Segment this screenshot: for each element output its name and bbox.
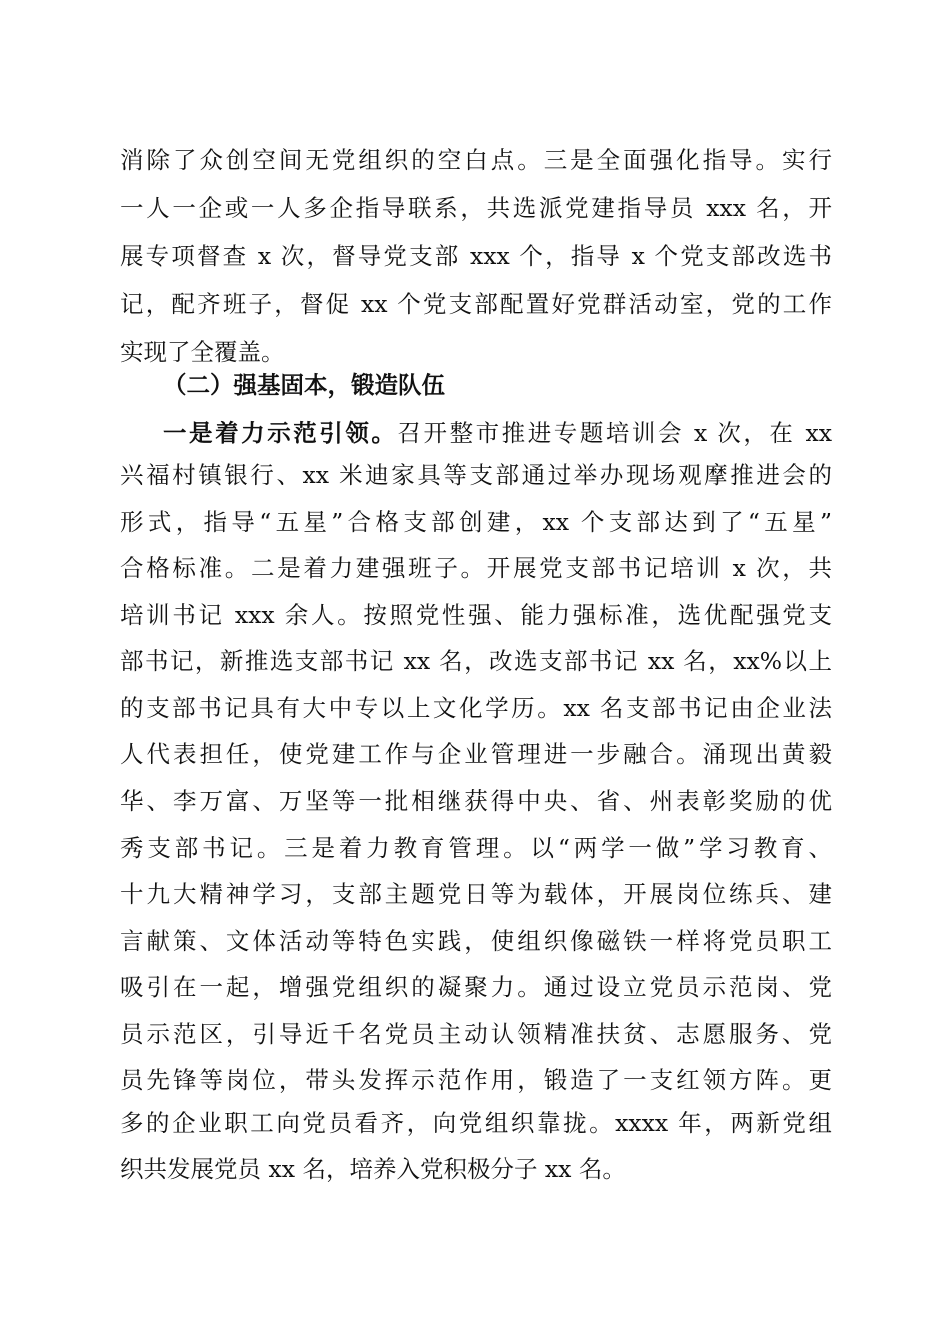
paragraph-line: 合格标准。二是着力建强班子。开展党支部书记培训 x 次，共 bbox=[120, 554, 832, 582]
paragraph-lead-line bbox=[163, 411, 832, 455]
lead-rest-text: 召开整市推进专题培训会 x 次，在 xx bbox=[397, 419, 832, 447]
paragraph-line: 十九大精神学习，支部主题党日等为载体，开展岗位练兵、建 bbox=[120, 880, 832, 908]
paragraph-line: 言献策、文体活动等特色实践，使组织像磁铁一样将党员职工 bbox=[120, 927, 832, 955]
section-heading: （二）强基固本，锻造队伍 bbox=[163, 371, 445, 399]
paragraph-line: 形式，指导“五星”合格支部创建，xx 个支部达到了“五星” bbox=[120, 508, 832, 536]
paragraph-line: 一人一企或一人多企指导联系，共选派党建指导员 xxx 名，开 bbox=[120, 194, 832, 222]
paragraph-line: 多的企业职工向党员看齐，向党组织靠拢。xxxx 年，两新党组 bbox=[120, 1109, 832, 1137]
paragraph-line: 员示范区，引导近千名党员主动认领精准扶贫、志愿服务、党 bbox=[120, 1020, 832, 1048]
paragraph-line-last: 实现了全覆盖。 bbox=[120, 338, 285, 366]
paragraph-line: 部书记，新推选支部书记 xx 名，改选支部书记 xx 名，xx%以上 bbox=[120, 647, 832, 675]
paragraph-line: 的支部书记具有大中专以上文化学历。xx 名支部书记由企业法 bbox=[120, 694, 832, 722]
paragraph-line: 秀支部书记。三是着力教育管理。以“两学一做”学习教育、 bbox=[120, 834, 832, 862]
paragraph-line: 记，配齐班子，督促 xx 个党支部配置好党群活动室，党的工作 bbox=[120, 290, 832, 318]
paragraph-line: 吸引在一起，增强党组织的凝聚力。通过设立党员示范岗、党 bbox=[120, 973, 832, 1001]
paragraph-line: 华、李万富、万坚等一批相继获得中央、省、州表彰奖励的优 bbox=[120, 787, 832, 815]
paragraph-line: 展专项督查 x 次，督导党支部 xxx 个，指导 x 个党支部改选书 bbox=[120, 242, 832, 270]
paragraph-line-last: 织共发展党员 xx 名，培养入党积极分子 xx 名。 bbox=[120, 1155, 626, 1183]
paragraph-line: 员先锋等岗位，带头发挥示范作用，锻造了一支红领方阵。更 bbox=[120, 1066, 832, 1094]
paragraph-line: 培训书记 xxx 余人。按照党性强、能力强标准，选优配强党支 bbox=[120, 601, 832, 629]
paragraph-line: 兴福村镇银行、xx 米迪家具等支部通过举办现场观摩推进会的 bbox=[120, 461, 832, 489]
paragraph-line: 消除了众创空间无党组织的空白点。三是全面强化指导。实行 bbox=[120, 146, 832, 174]
lead-bold-text: 一是着力示范引领。 bbox=[163, 419, 398, 447]
paragraph-line: 人代表担任，使党建工作与企业管理进一步融合。涌现出黄毅 bbox=[120, 740, 832, 768]
